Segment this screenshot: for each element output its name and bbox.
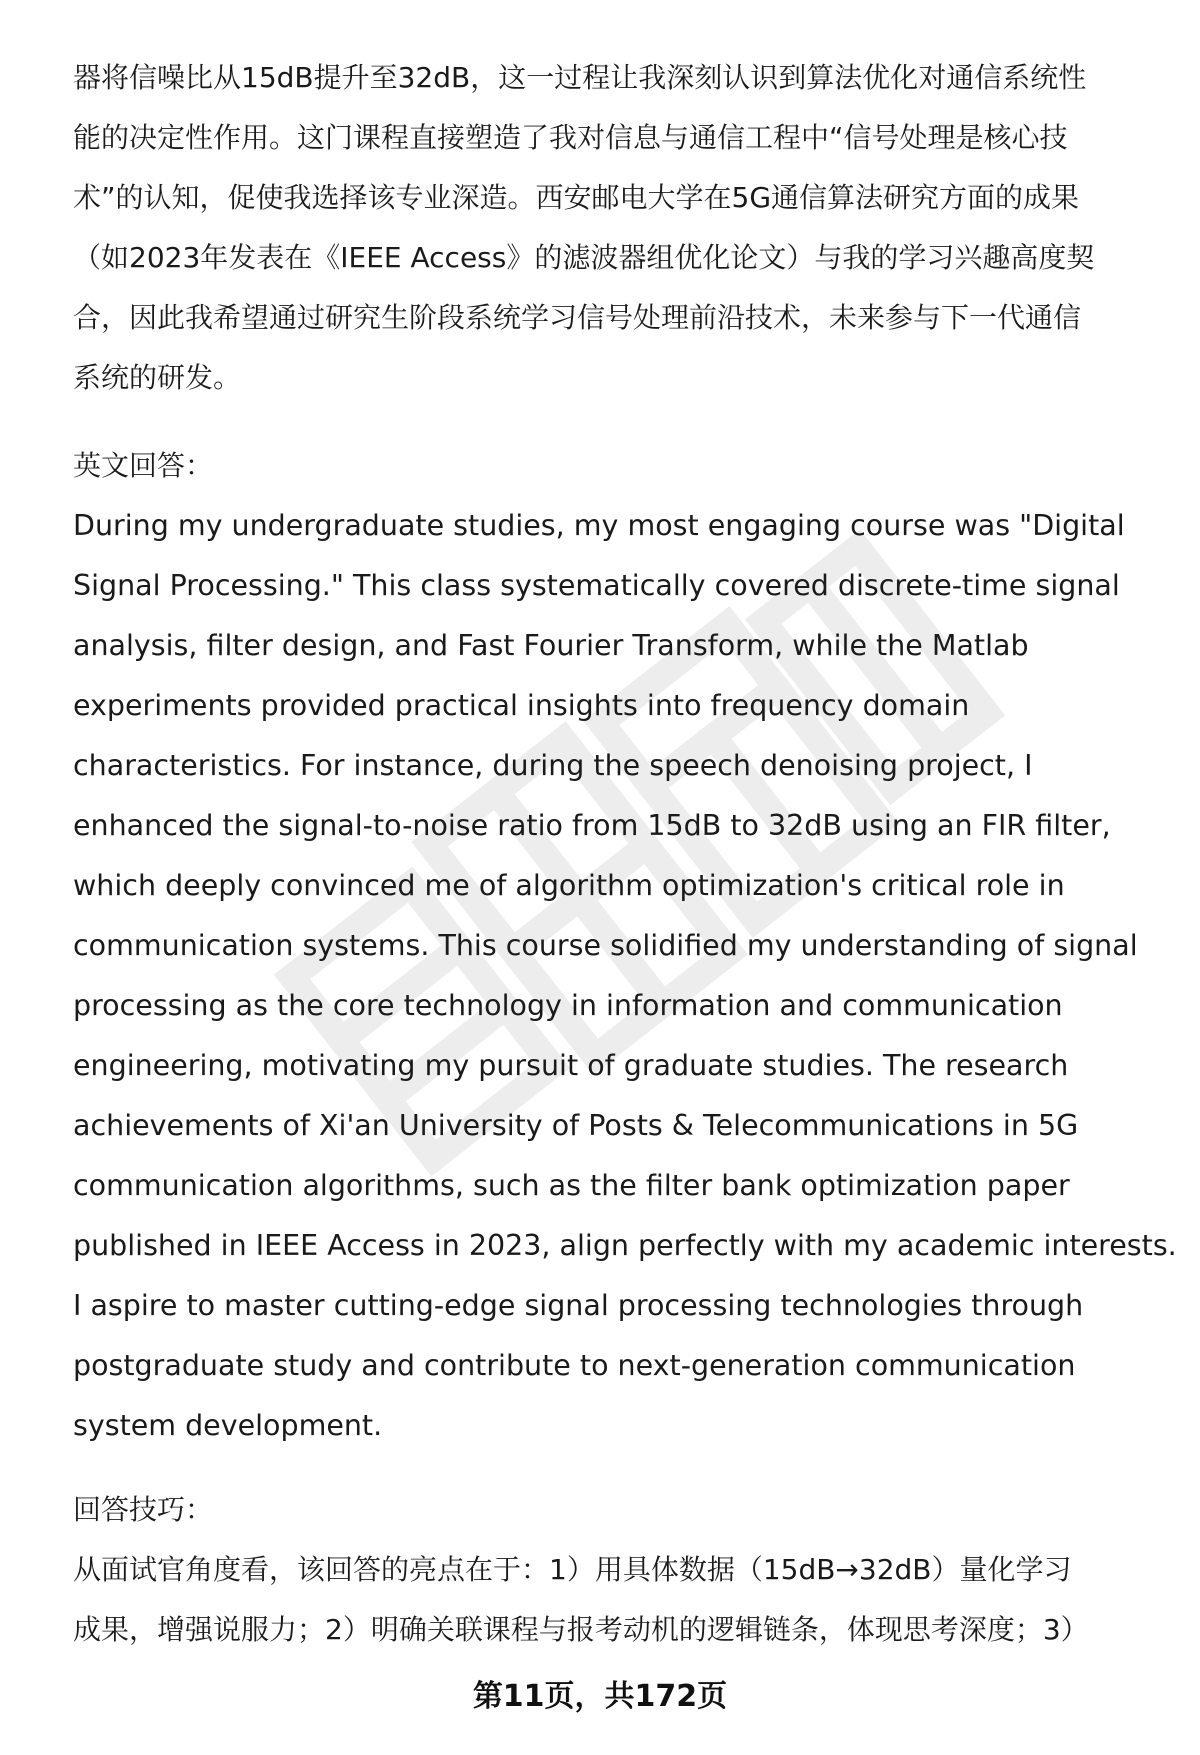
page-number-footer: 第11页，共172页 xyxy=(472,1679,728,1714)
tips-label: 回答技巧： xyxy=(73,1493,214,1526)
tips-paragraph xyxy=(73,1540,1163,1660)
english-line: which deeply convinced me of algorithm optimization's critical role in xyxy=(73,869,1065,902)
english-line: achievements of Xi'an University of Posts & Telecommunications in 5G xyxy=(73,1109,1079,1142)
english-line: enhanced the signal-to-noise ratio from 15dB to 32dB using an FIR filter, xyxy=(73,809,1111,842)
english-line: characteristics. For instance, during the speech denoising project, I xyxy=(73,749,1033,782)
english-line: experiments provided practical insights into frequency domain xyxy=(73,689,970,722)
english-line: I aspire to master cutting-edge signal processing technologies through xyxy=(73,1289,1084,1322)
intro-line: 合，因此我希望通过研究生阶段系统学习信号处理前沿技术，未来参与下一代通信 xyxy=(73,301,1082,334)
english-line: analysis, filter design, and Fast Fourier Transform, while the Matlab xyxy=(73,629,1029,662)
english-line: system development. xyxy=(73,1409,383,1442)
intro-chinese-paragraph xyxy=(73,48,1163,408)
english-line: engineering, motivating my pursuit of graduate studies. The research xyxy=(73,1049,1069,1082)
intro-line: 术”的认知，促使我选择该专业深造。西安邮电大学在5G通信算法研究方面的成果 xyxy=(73,181,1080,214)
english-line: communication algorithms, such as the filter bank optimization paper xyxy=(73,1169,1070,1202)
english-answer-label: 英文回答： xyxy=(73,449,214,482)
intro-line: （如2023年发表在《IEEE Access》的滤波器组优化论文）与我的学习兴趣高度契 xyxy=(73,241,1095,274)
english-answer-paragraph xyxy=(73,496,1177,1456)
english-line: communication systems. This course solidified my understanding of signal xyxy=(73,929,1138,962)
intro-line: 系统的研发。 xyxy=(73,361,242,394)
tips-line: 从面试官角度看，该回答的亮点在于：1）用具体数据（15dB→32dB）量化学习 xyxy=(73,1553,1072,1586)
english-line: postgraduate study and contribute to next-generation communication xyxy=(73,1349,1076,1382)
english-line: Signal Processing." This class systematically covered discrete-time signal xyxy=(73,569,1120,602)
tips-line: 成果，增强说服力；2）明确关联课程与报考动机的逻辑链条，体现思考深度；3） xyxy=(73,1613,1089,1646)
intro-line: 器将信噪比从15dB提升至32dB，这一过程让我深刻认识到算法优化对通信系统性 xyxy=(73,61,1087,94)
english-line: published in IEEE Access in 2023, align perfectly with my academic interests. xyxy=(73,1229,1177,1262)
english-line: During my undergraduate studies, my most engaging course was "Digital xyxy=(73,509,1125,542)
page-content xyxy=(73,48,1177,1660)
english-line: processing as the core technology in information and communication xyxy=(73,989,1063,1022)
intro-line: 能的决定性作用。这门课程直接塑造了我对信息与通信工程中“信号处理是核心技 xyxy=(73,121,1068,154)
